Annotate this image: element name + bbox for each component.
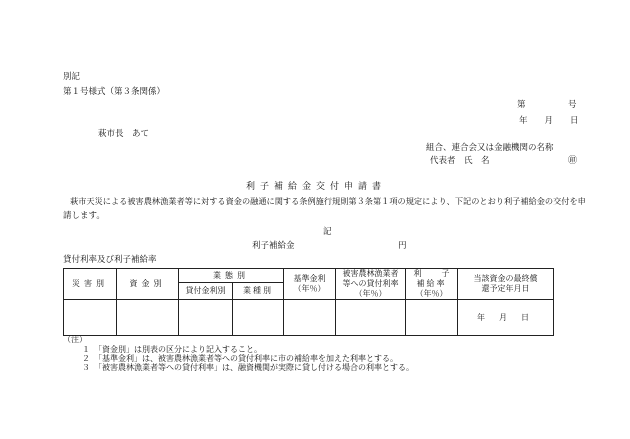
header-farmer-rate: 被害農林漁業者 等への貸付利率 （年％）: [336, 269, 406, 300]
annex-label: 別記: [63, 72, 81, 82]
note-item: １ 「資金別」は別表の区分により記入すること。: [82, 345, 262, 354]
cell-farmer-rate: [336, 300, 406, 336]
notes-heading: （注）: [63, 335, 87, 344]
header-business: 業態別: [179, 269, 284, 283]
cell-subsidy-rate: [406, 300, 458, 336]
header-business-type: 業種別: [233, 283, 284, 300]
header-subsidy-rate: 利 子 補給率 （年％）: [406, 269, 458, 300]
form-number: 第１号様式（第３条関係）: [63, 87, 166, 97]
note-item: ３ 「被害農林漁業者等への貸付利率」は、融資機関が実際に貸し付ける場合の利率とする。: [82, 363, 414, 372]
applicant-rep-label: 代表者 氏 名: [430, 156, 490, 166]
document-title: 利子補給金交付申請書: [246, 182, 387, 192]
note-item: ２ 「基準金利」は、被害農林漁業者等への貸付利率に市の補給率を加えた利率とする。: [82, 354, 398, 363]
applicant-org-label: 組合、連合会又は金融機関の名称: [426, 143, 554, 153]
body-text-line-2: 請します。: [63, 211, 105, 221]
cell-loan-rate: [179, 300, 233, 336]
date-line: 年 月 日: [519, 116, 579, 126]
cell-base-rate: [284, 300, 336, 336]
table-caption: 貸付利率及び利子補給率: [63, 255, 157, 265]
header-fund: 資金別: [117, 269, 179, 300]
cell-repayment-date: 年月日: [458, 300, 554, 336]
rate-table: [63, 268, 554, 336]
subsidy-label: 利子補給金: [252, 241, 295, 251]
addressee: 萩市長 あて: [98, 129, 150, 139]
header-disaster: 災害別: [64, 269, 117, 300]
body-text-line-1: 萩市天災による被害農林漁業者等に対する資金の融通に関する条例施行規則第３条第１項の規定により、下記のとおり利子補給金の交付を申: [70, 196, 586, 206]
header-base-rate: 基準金利 （年％）: [284, 269, 336, 300]
cell-business-type: [233, 300, 284, 336]
subsidy-unit: 円: [398, 241, 407, 251]
header-repayment-date: 当該資金の最終償 還予定年月日: [458, 269, 554, 300]
seal-mark: ㊞: [568, 156, 578, 166]
header-loan-rate: 貸付金利別: [179, 283, 233, 300]
cell-disaster: [64, 300, 117, 336]
document-number-line: 第 号: [517, 100, 577, 110]
cell-fund: [117, 300, 179, 336]
ki-marker: 記: [323, 227, 332, 237]
